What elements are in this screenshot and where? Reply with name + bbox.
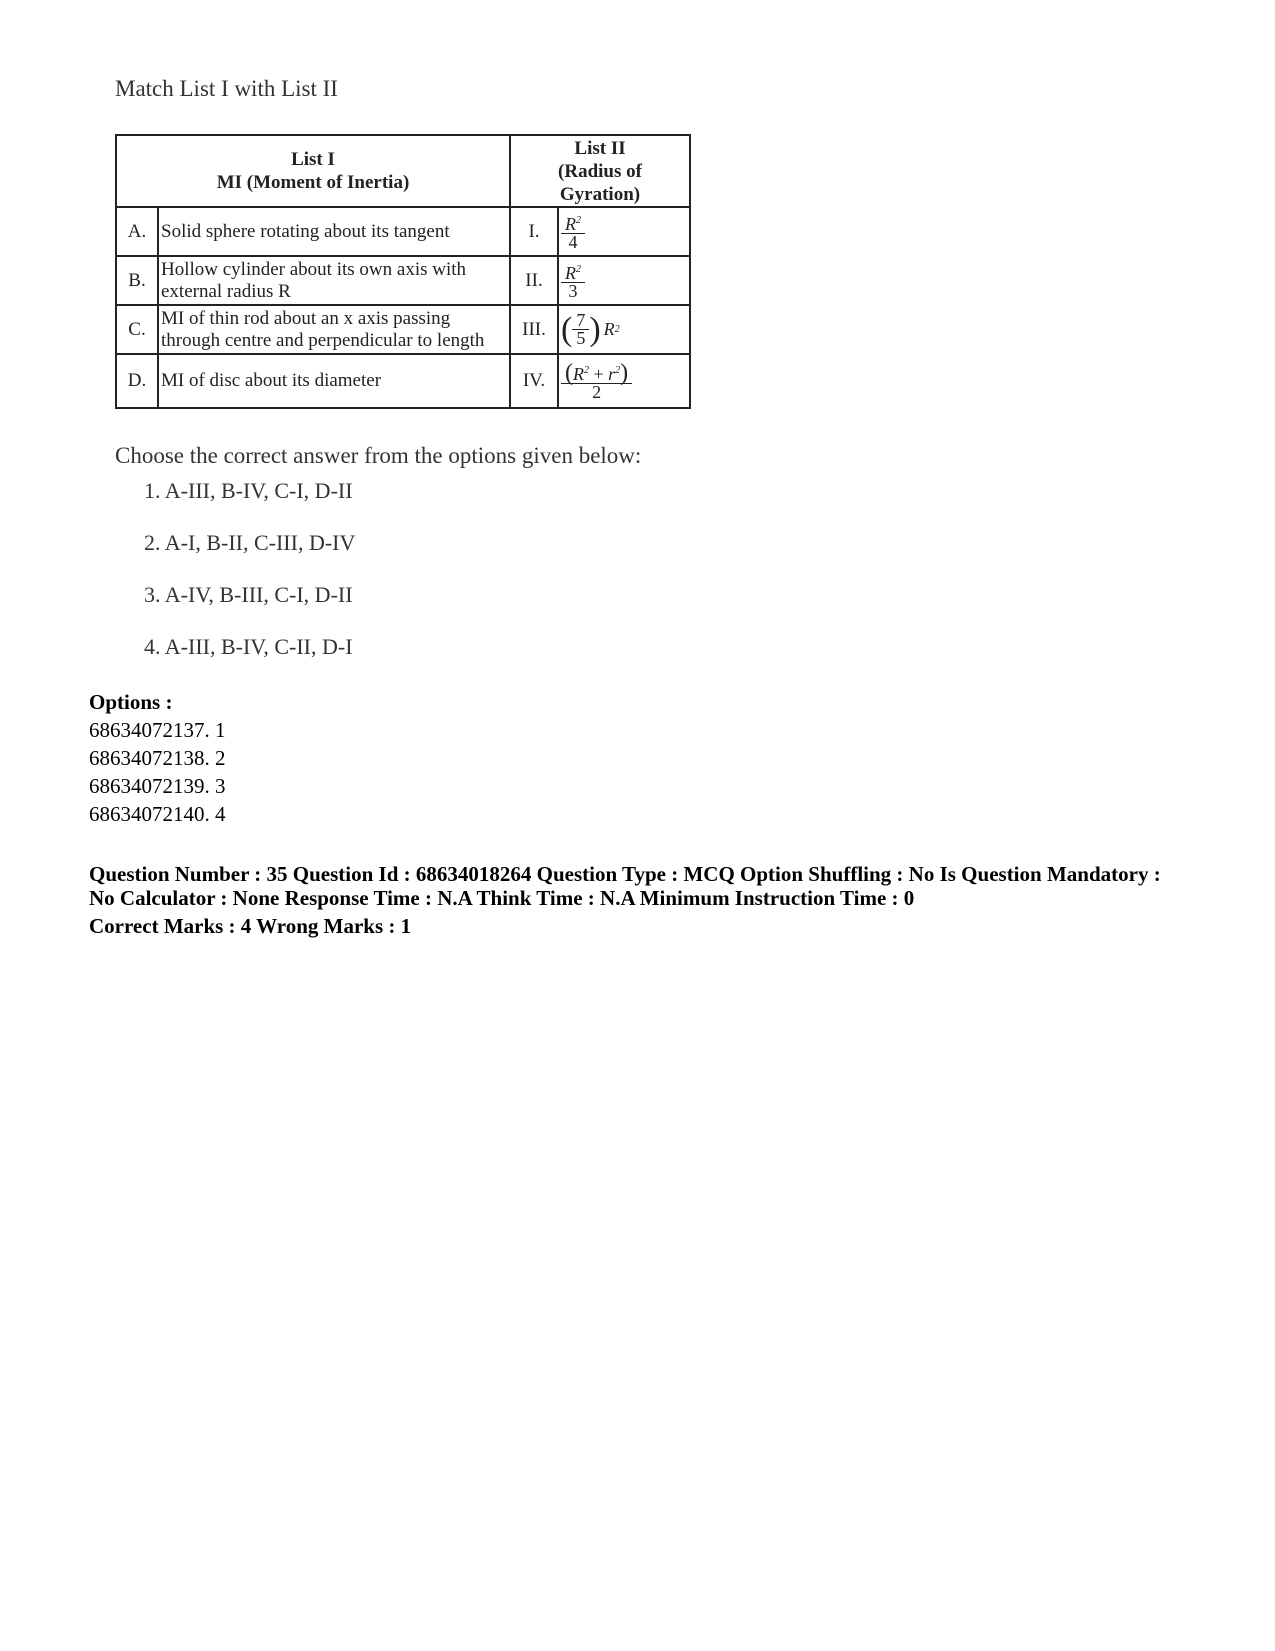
- question-meta: [89, 862, 1179, 938]
- row-description: [158, 256, 510, 305]
- row-description-line: external radius R: [161, 280, 291, 302]
- option-item: 68634072137. 1: [89, 718, 226, 742]
- list1-subtitle: MI (Moment of Inertia): [216, 172, 410, 193]
- row-roman: II.: [510, 256, 558, 305]
- expr-iii: [558, 305, 690, 354]
- table-header-row: [116, 135, 690, 207]
- fraction: $\frac{(R^2 + r^2)}{2}$: [561, 362, 632, 401]
- list2-subtitle-2: Gyration): [559, 183, 641, 205]
- list1-title: List I: [291, 149, 335, 170]
- options-section: [89, 688, 226, 828]
- answer-choice: 4. A-III, B-IV, C-II, D-I: [144, 634, 353, 659]
- fraction: $\frac{R^2}{3}$: [561, 261, 585, 300]
- row-description-line: MI of disc about its diameter: [161, 370, 382, 391]
- table-row: [116, 305, 690, 354]
- row-letter: C.: [116, 305, 158, 354]
- answer-choice: 2. A-I, B-II, C-III, D-IV: [144, 530, 356, 555]
- row-description: [158, 207, 510, 256]
- list1-header: [116, 135, 510, 207]
- row-roman: III.: [510, 305, 558, 354]
- list2-subtitle-1: (Radius of: [558, 160, 642, 182]
- fraction: $\frac{R^2}{4}$: [561, 212, 585, 251]
- expr-ii: [558, 256, 690, 305]
- answer-choice: 3. A-IV, B-III, C-I, D-II: [144, 582, 353, 607]
- option-item: 68634072140. 4: [89, 802, 226, 826]
- row-roman: IV.: [510, 354, 558, 408]
- row-letter: A.: [116, 207, 158, 256]
- list2-header: [510, 135, 690, 207]
- option-item: 68634072138. 2: [89, 746, 226, 770]
- meta-line: No Calculator : None Response Time : N.A Think Time : N.A Minimum Instruction Time : 0: [89, 886, 915, 910]
- row-roman: I.: [510, 207, 558, 256]
- table-row: [116, 207, 690, 256]
- row-description-line: MI of thin rod about an x axis passing: [161, 307, 451, 329]
- table-row: [116, 354, 690, 408]
- table-row: [116, 256, 690, 305]
- choose-instruction: Choose the correct answer from the options given below:: [115, 443, 642, 468]
- row-description-line: Hollow cylinder about its own axis with: [161, 258, 467, 280]
- row-description: [158, 354, 510, 408]
- expr-iv: [558, 354, 690, 408]
- answer-choice: 1. A-III, B-IV, C-I, D-II: [144, 478, 353, 503]
- meta-line: Question Number : 35 Question Id : 68634018264 Question Type : MCQ Option Shuffling : No Is Question Mandatory :: [89, 862, 1161, 886]
- meta-line: Correct Marks : 4 Wrong Marks : 1: [89, 914, 412, 938]
- expr-i: [558, 207, 690, 256]
- options-label: Options :: [89, 690, 173, 714]
- row-letter: B.: [116, 256, 158, 305]
- row-description: [158, 305, 510, 354]
- expression: ( $\frac{7}{5}$ ) R 2: [561, 310, 620, 348]
- list2-title: List II: [574, 137, 626, 159]
- match-table: [115, 134, 691, 409]
- row-description-line: through centre and perpendicular to length: [161, 329, 485, 351]
- question-intro: Match List I with List II: [115, 76, 338, 101]
- row-description-line: Solid sphere rotating about its tangent: [161, 220, 450, 242]
- option-item: 68634072139. 3: [89, 774, 226, 798]
- row-letter: D.: [116, 354, 158, 408]
